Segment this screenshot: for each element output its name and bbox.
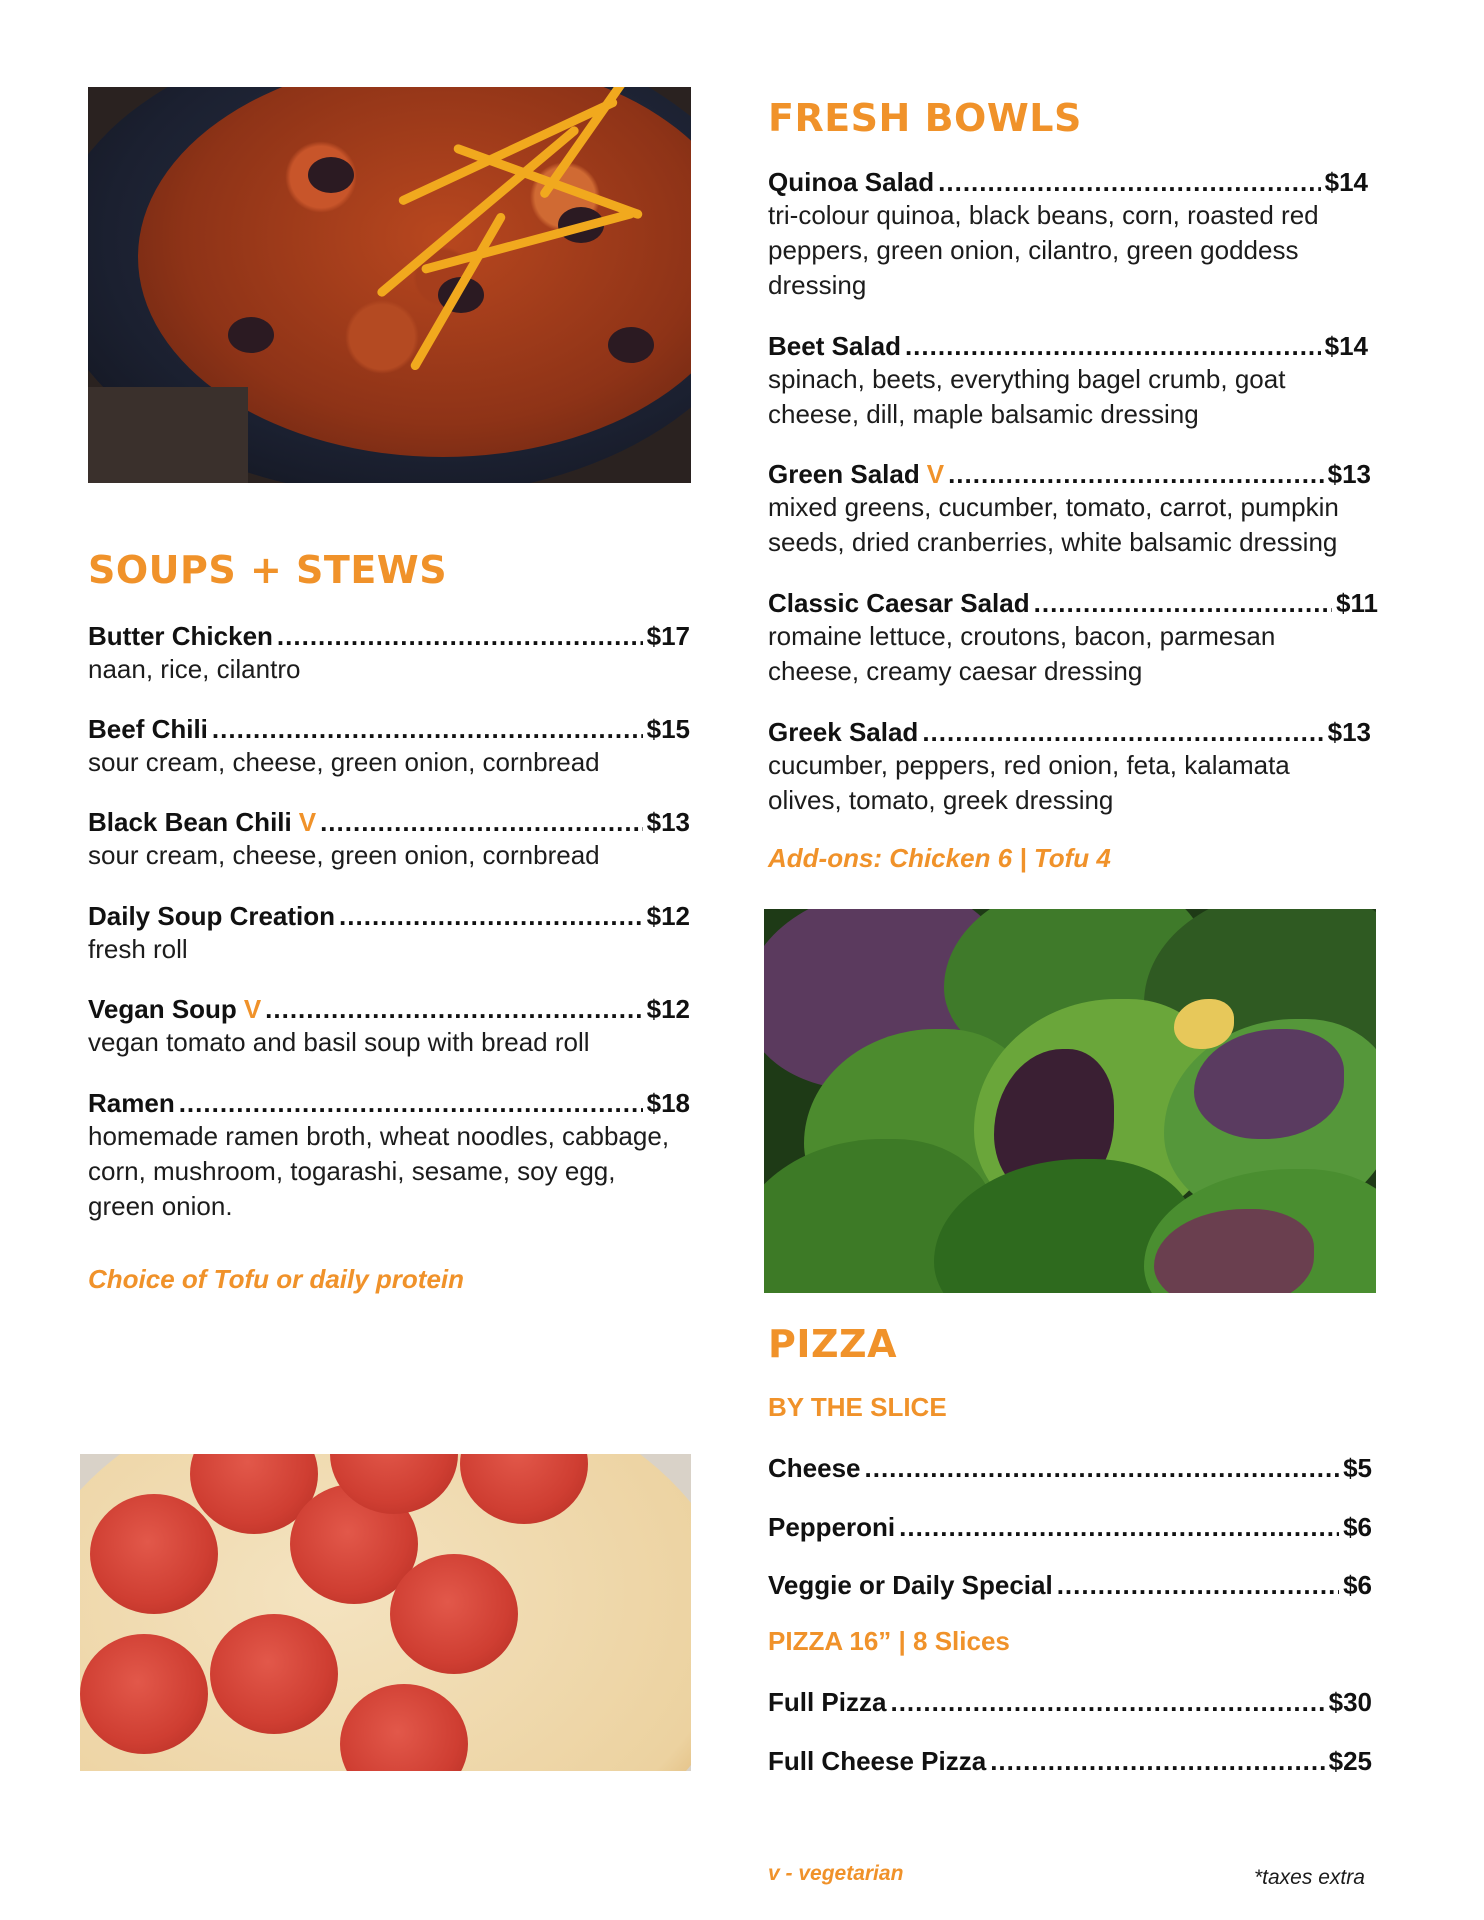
whole-pizza-label: PIZZA 16” | 8 Slices [768,1626,1010,1656]
item-price: $14 [1324,331,1368,361]
item-price: $6 [1343,1570,1372,1600]
menu-item [768,1511,1372,1543]
item-description: spinach, beets, everything bagel crumb, goat cheese, dill, maple balsamic dressing [768,364,1286,429]
salad-photo [764,909,1376,1293]
vegetarian-mark: V [243,994,262,1024]
item-name: Pepperoni [768,1512,896,1542]
item-description: romaine lettuce, croutons, bacon, parmesan cheese, creamy caesar dressing [768,621,1276,686]
item-name: Ramen [88,1088,175,1118]
menu-item [88,900,690,967]
item-description: naan, rice, cilantro [88,654,301,684]
protein-note: Choice of Tofu or daily protein [88,1264,465,1294]
pizza-heading: PIZZA [768,1322,898,1366]
menu-item [88,620,690,687]
vegetarian-legend: v - vegetarian [768,1862,904,1885]
item-name: Daily Soup Creation [88,901,336,931]
item-price: $18 [646,1088,690,1118]
item-price: $13 [646,807,690,837]
item-name: Butter Chicken [88,621,273,651]
menu-item [768,716,1371,818]
item-name: Vegan Soup [88,994,237,1024]
menu-item [88,993,690,1060]
item-price: $15 [646,714,690,744]
chili-photo [88,87,691,483]
item-price: $12 [646,901,690,931]
menu-item [768,166,1368,303]
menu-item [768,458,1371,560]
item-price: $13 [1327,459,1371,489]
vegetarian-mark: V [298,807,317,837]
menu-item [768,1452,1372,1484]
item-description: mixed greens, cucumber, tomato, carrot, pumpkin seeds, dried cranberries, white balsamic dressing [768,492,1339,557]
item-name: Full Cheese Pizza [768,1746,987,1776]
item-price: $30 [1328,1687,1372,1717]
item-price: $12 [646,994,690,1024]
item-price: $14 [1324,167,1368,197]
item-name: Black Bean Chili [88,807,292,837]
menu-item [768,1686,1372,1718]
taxes-note: *taxes extra [1254,1866,1365,1889]
menu-item [88,713,690,780]
item-price: $17 [646,621,690,651]
menu-item [88,806,690,873]
item-name: Quinoa Salad [768,167,935,197]
item-name: Cheese [768,1453,861,1483]
item-description: fresh roll [88,934,188,964]
item-description: vegan tomato and basil soup with bread roll [88,1027,590,1057]
item-name: Classic Caesar Salad [768,588,1030,618]
menu-item [88,1087,690,1224]
item-price: $13 [1327,717,1371,747]
by-the-slice-label: BY THE SLICE [768,1392,947,1422]
item-price: $6 [1343,1512,1372,1542]
menu-item [768,1745,1372,1777]
item-description: tri-colour quinoa, black beans, corn, roasted red peppers, green onion, cilantro, green goddess dressing [768,200,1319,300]
menu-item [768,330,1368,432]
item-description: sour cream, cheese, green onion, cornbread [88,840,600,870]
item-description: cucumber, peppers, red onion, feta, kalamata olives, tomato, greek dressing [768,750,1290,815]
item-name: Greek Salad [768,717,919,747]
item-name: Veggie or Daily Special [768,1570,1053,1600]
vegetarian-mark: V [926,459,945,489]
soups-heading: SOUPS + STEWS [88,548,448,592]
menu-item [768,587,1378,689]
item-price: $11 [1336,588,1378,618]
item-price: $5 [1343,1453,1372,1483]
item-name: Full Pizza [768,1687,887,1717]
item-name: Beet Salad [768,331,901,361]
item-description: sour cream, cheese, green onion, cornbread [88,747,600,777]
item-name: Green Salad [768,459,920,489]
item-name: Beef Chili [88,714,208,744]
pizza-photo [80,1454,691,1771]
item-price: $25 [1328,1746,1372,1776]
bowls-heading: FRESH BOWLS [768,96,1082,140]
addons-note: Add-ons: Chicken 6 | Tofu 4 [768,843,1111,873]
item-description: homemade ramen broth, wheat noodles, cabbage, corn, mushroom, togarashi, sesame, soy egg, green onion. [88,1121,670,1221]
menu-item [768,1569,1372,1601]
